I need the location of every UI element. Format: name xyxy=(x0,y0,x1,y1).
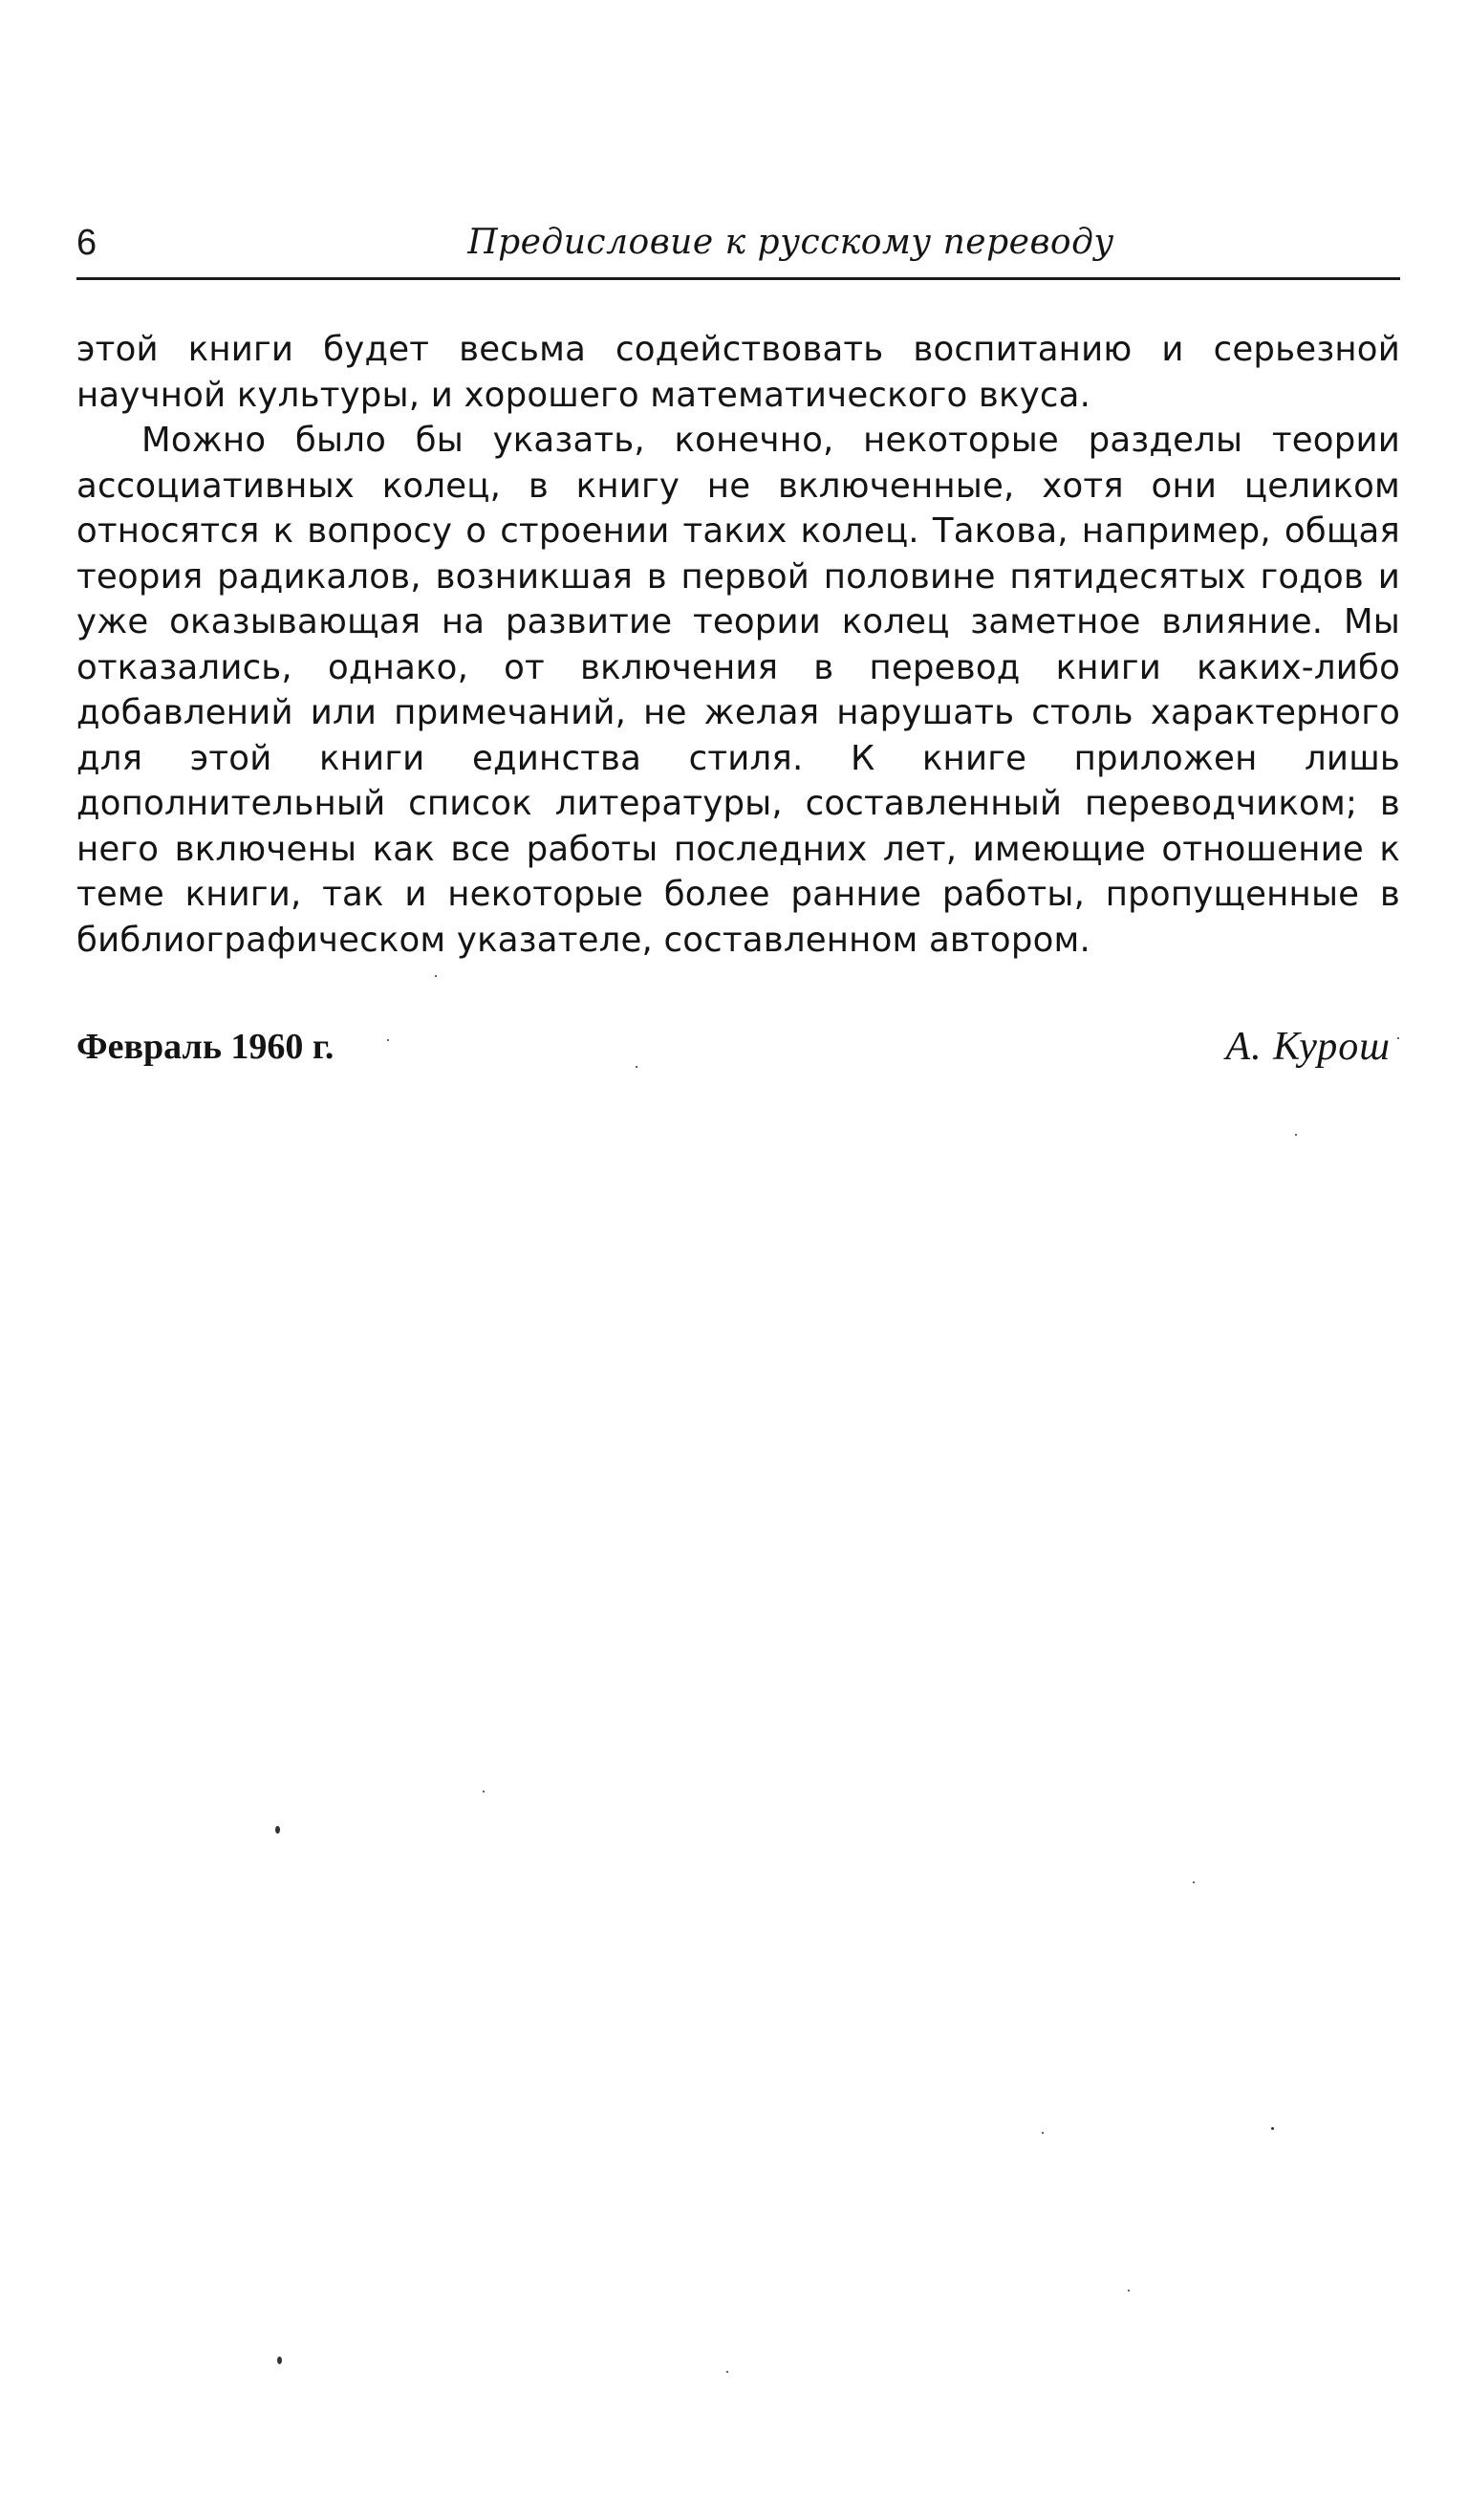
running-title: Предисловие к русскому переводу xyxy=(467,223,1114,262)
scan-speck xyxy=(275,1826,280,1834)
scan-speck xyxy=(1295,1134,1297,1136)
scan-speck xyxy=(726,2371,728,2373)
signature-row xyxy=(76,1023,1400,1080)
scan-speck xyxy=(1193,1881,1195,1883)
paragraph-continuation: этой книги будет весьма содействовать воспитанию и серьезной научной культуры, и хорошего математического вкуса. xyxy=(76,330,1400,415)
signature-date: Февраль 1960 г. xyxy=(76,1027,335,1067)
scan-speck xyxy=(1128,2290,1130,2292)
scan-speck xyxy=(483,1791,485,1792)
scan-speck xyxy=(435,975,437,977)
body-text xyxy=(76,327,1400,963)
signature-author: А. Курош xyxy=(1225,1025,1391,1069)
header-rule xyxy=(76,277,1400,280)
paragraph: Можно было бы указать, конечно, некоторые разделы теории ассоциативных колец, в книгу не включенные, хотя они целиком относятся к вопросу о строении таких колец. Такова, например, общая теория радикалов, возникшая в первой половине пятидесятых годов и уже оказывающая на развитие теории колец заметное влияние. Мы отказались, однако, от включения в перевод книги каких-либо добавлений или примечаний, не желая нарушать столь характерного для этой книги единства стиля. К книге приложен лишь дополнительный список литературы, составленный переводчиком; в него включены как все работы последних лет, имеющие отношение к теме книги, так и некоторые более ранние работы, пропущенные в библиографическом указателе, составленном автором. xyxy=(76,421,1400,960)
scan-speck xyxy=(1042,2132,1044,2134)
scan-speck xyxy=(1397,1037,1399,1039)
page-number: 6 xyxy=(76,223,97,263)
scan-speck xyxy=(277,2357,282,2364)
running-head xyxy=(76,218,1400,275)
scan-speck xyxy=(636,1066,637,1068)
scan-speck xyxy=(1271,2127,1274,2130)
scan-speck xyxy=(387,1039,389,1041)
